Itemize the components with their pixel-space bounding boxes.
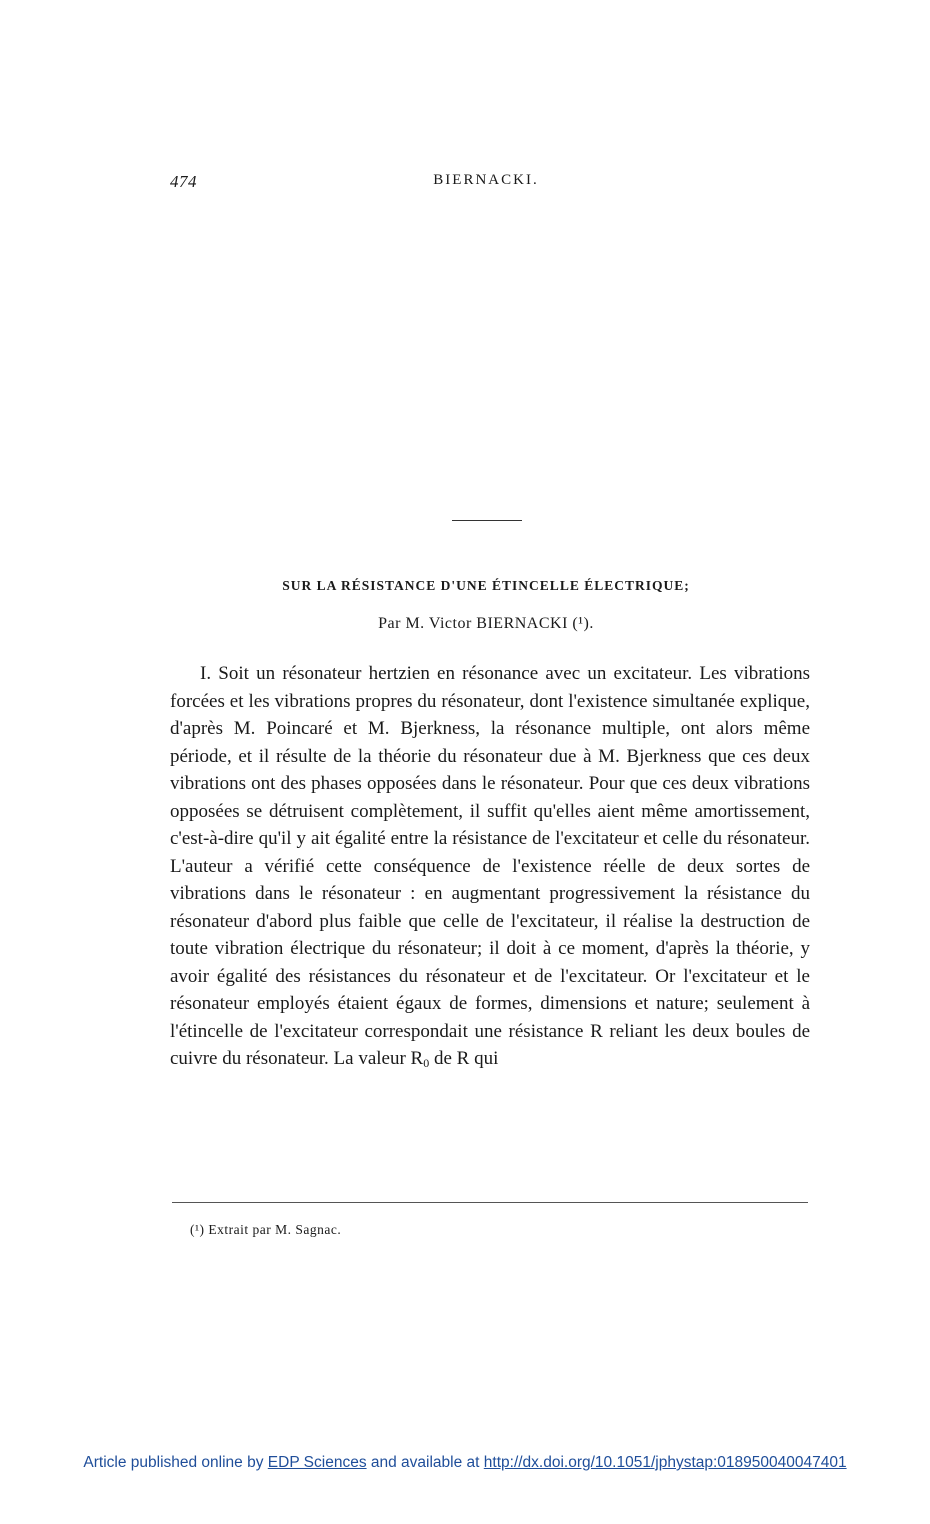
article-byline: Par M. Victor BIERNACKI (¹). (378, 615, 594, 632)
article-title: SUR LA RÉSISTANCE D'UNE ÉTINCELLE ÉLECTRIQUE; (282, 578, 690, 593)
footnote: (¹) Extrait par M. Sagnac. (190, 1222, 342, 1237)
subscript-zero: 0 (423, 1056, 430, 1070)
publisher-middle: and available at (366, 1454, 484, 1471)
page-header (170, 172, 802, 202)
body-paragraph (170, 660, 810, 1078)
section-divider (452, 520, 522, 521)
publisher-link[interactable]: EDP Sciences (267, 1454, 367, 1471)
paragraph-text-end: de R qui (429, 1048, 499, 1069)
page-number: 474 (170, 172, 197, 191)
paragraph-text: I. Soit un résonateur hertzien en résonance avec un excitateur. Les vibrations forcées et les vibrations propres du résonateur, dont l'existence simultanée explique, d'après M. Poincaré et M. Bjerkness, la résonance multiple, ont alors même période, et il résulte de la théorie du résonateur due à M. Bjerkness que ces deux vibrations ont des phases opposées dans le résonateur. Pour que ces deux vibrations opposées se détruisent complètement, il suffit qu'elles aient même amortissement, c'est-à-dire qu'il y ait égalité entre la résistance de l'excitateur et celle du résonateur. L'auteur a vérifié cette conséquence de l'existence réelle de deux sortes de vibrations dans le résonateur : en augmentant progressivement la résistance du résonateur d'abord plus faible que celle de l'excitateur, il réalise la destruction de toute vibration électrique du résonateur; il doit à ce moment, d'après la théorie, y avoir égalité des résistances du résonateur et de l'excitateur. Or l'excitateur et le résonateur employés étaient égaux de formes, dimensions et nature; seulement à l'étincelle de l'excitateur correspondait une résistance R reliant les deux boules de cuivre du résonateur. La valeur R (170, 663, 810, 1069)
doi-link[interactable]: http://dx.doi.org/10.1051/jphystap:018950040047401 (483, 1454, 847, 1471)
running-head: BIERNACKI. (433, 172, 539, 188)
publisher-line (0, 1454, 930, 1472)
footnote-divider (172, 1202, 808, 1203)
publisher-prefix: Article published online by (83, 1454, 268, 1471)
